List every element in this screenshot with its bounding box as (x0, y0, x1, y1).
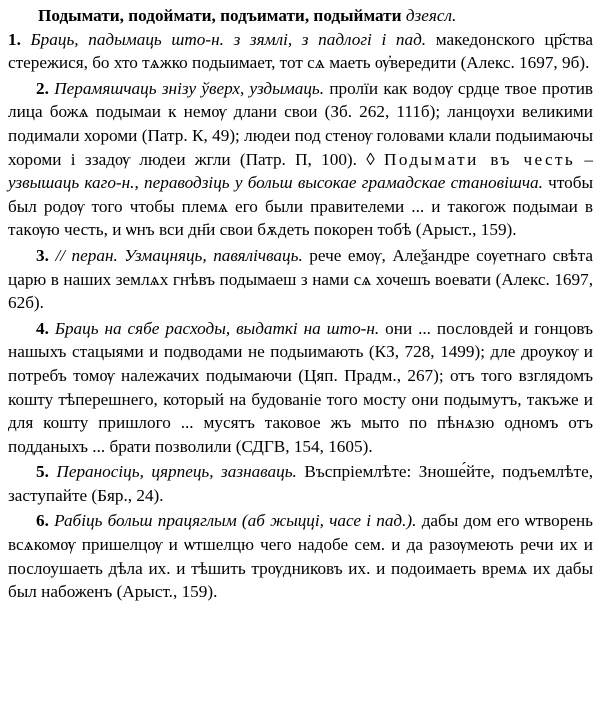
sense-number: 4. (36, 318, 49, 338)
sense-number: 3. (36, 245, 49, 265)
sense-gloss: Рабіць больш працяглым (аб жыцці, часе і пад.). (54, 511, 417, 531)
phrase-citation: чтобы был родѹ того чтобы племѧ его были правителеми ... и такогож подымаи в такѹю честь, и ѡнъ вси дн҃и свои бѫдеть покорен тобѣ (Арыст., 159). (8, 173, 593, 240)
sense-gloss: Пераносіць, цярпець, зазнаваць. (56, 462, 297, 482)
sense-gloss: Браць на сябе расходы, выдаткі на што-н. (54, 318, 380, 338)
sense-number: 6. (36, 511, 49, 531)
sense-citation: Въспріемлѣте: Зноше́йте, подъемлѣте, заступайте (Бяр., 24). (8, 462, 593, 505)
sense-4 (8, 317, 593, 459)
sense-citation: рече емѹ, Алеѯандре сѹетнаго свѣта царю в наших землѧх гнѣвъ подымаеш з нами сѧ хочешъ воевати (Алекс. 1697, 62б). (8, 245, 594, 313)
sense-citation: македонского цр҃ства стережися, бо хто тѧжко подыимает, тот сѧ маеть ѹ҆вередити (Алекс. 1697, 9б). (8, 29, 593, 73)
headword: Подымати, подоймати, подъимати, подыймати (38, 6, 402, 25)
sense-6 (8, 509, 593, 603)
entry-header (8, 4, 593, 28)
sense-citation: они ... пословдей и гонцовъ нашыхъ стацыями и подводами не подыимають (КЗ, 728, 1499); дле дроукѹ и потребъ томѹ належачих подымаючи (Цяп. Прадм., 267); отъ того взглядомъ кошту тѣперешнего, который на будованіе того мосту они подымутъ, такъже и для кошту пришлого ... мусятъ таковое жъ мыто по пѣнѧзю одномъ отъ подданыхъ ... брати позволили (СДГВ, 154, 1605). (8, 318, 594, 456)
sense-1 (8, 28, 593, 75)
sense-number: 2. (36, 78, 49, 98)
sense-citation: пролїи как водѹ срдце твое против лица божѧ подымаи к немѹ длани свои (Зб. 262, 111б); ланцѹхи великими подимали хороми (Патр. К, 49); людеи под стенѹ головами клали подыимаючы хороми і ззадѹ людеи жгли (Патр. П, 100). ◊ (8, 78, 594, 169)
part-of-speech: дзеясл. (405, 6, 457, 25)
sense-2 (8, 77, 593, 242)
sense-3 (8, 244, 593, 315)
sense-citation: дабы дом его ѡтворень всѧкомѹ пришелцѹ и ѡтшелцю чего надобе сем. и да разѹмеють речи их и послоушаеть дѣла их. и тѣшить трѹдниковъ их. и подоимаеть времѧ их дабы был набоженъ (Арыст., 159). (8, 511, 594, 602)
sense-gloss: Перамяшчаць знізу ўверх, уздымаць. (54, 78, 325, 98)
sense-number: 1. (8, 29, 21, 49)
sense-number: 5. (36, 462, 49, 482)
phrase-gloss: – узвышаць каго-н., пераводзіць у больш высокае грамадскае становішча. (8, 149, 594, 193)
phrase-headword: Подымати въ честь (384, 149, 576, 169)
sense-gloss: // перан. Узмацняць, павялічваць. (55, 245, 303, 265)
sense-gloss: Браць, падымаць што-н. з зямлі, з падлогі і пад. (30, 29, 427, 49)
sense-5 (8, 460, 593, 507)
